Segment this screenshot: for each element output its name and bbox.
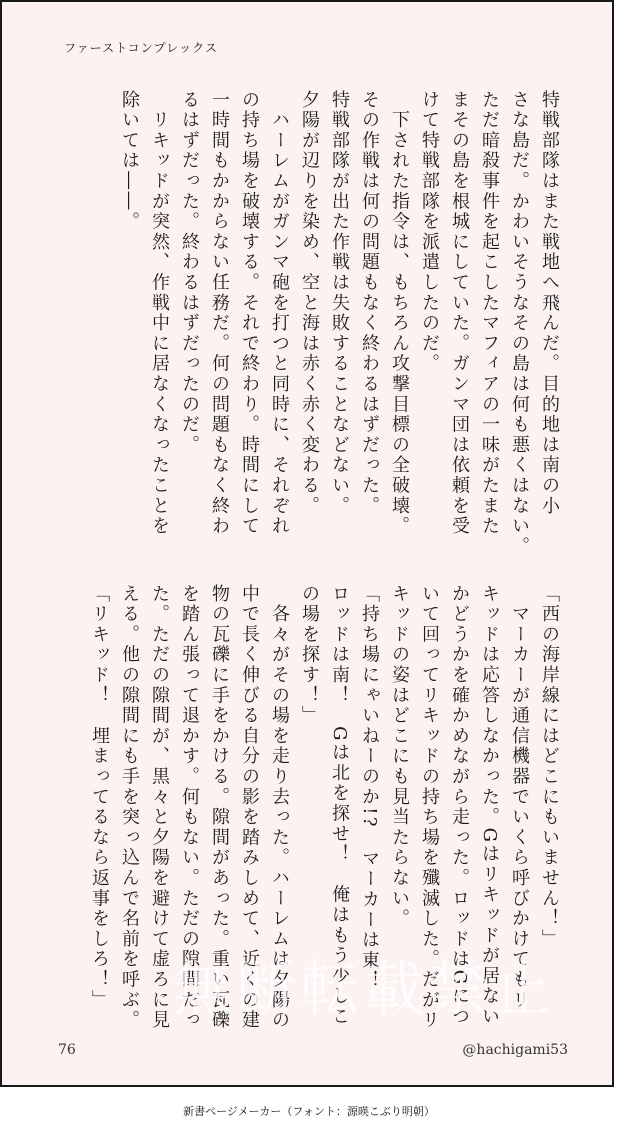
text-column: いて回ってリキッドの持ち場を殲滅した。だがリ	[419, 584, 440, 1031]
text-column: ハーレムがガンマ砲を打つと同時に、それぞれ	[269, 90, 290, 537]
text-column: 各々がその場を走り去った。ハーレムは夕陽の	[269, 584, 290, 1031]
text-column: ロッドは南！ Gは北を探せ！ 俺はもう少しこ	[329, 584, 350, 1027]
text-column: 中で長く伸びる自分の影を踏みしめて、近くの建	[239, 584, 260, 1031]
generator-credit: 新書ページメーカー（フォント：源暎こぶり明朝）	[183, 1105, 435, 1118]
text-column: かどうかを確かめながら走った。ロッドはGにつ	[449, 584, 470, 1027]
page-header-title: ファーストコンプレックス	[64, 41, 218, 55]
text-column: るはずだった。終わるはずだったのだ。	[179, 90, 200, 456]
text-column: まその島を根城にしていた。ガンマ団は依頼を受	[449, 90, 470, 537]
text-column: キッドは応答しなかった。Gはリキッドが居ない	[479, 584, 500, 1027]
text-column: キッドの姿はどこにも見当たらない。	[389, 584, 410, 930]
text-column: 一時間もかからない任務だ。何の問題もなく終わ	[209, 90, 230, 537]
text-column: 「リキッド！ 埋まってるなら返事をしろ！」	[89, 584, 110, 1011]
text-column: その作戦は何の問題もなく終わるはずだった。	[359, 90, 380, 517]
text-column: マーカーが通信機器でいくら呼びかけてもリ	[509, 584, 530, 1011]
text-column: ただ暗殺事件を起こしたマフィアの一味がたまた	[479, 90, 500, 537]
text-column: の場を探す！」	[299, 584, 320, 727]
text-column: 下された指令は、もちろん攻撃目標の全破壊。	[389, 90, 410, 537]
text-column: さな島だ。かわいそうなその島は何も悪くはない。	[509, 90, 530, 557]
text-column: 物の瓦礫に手をかける。隙間があった。重い瓦礫	[209, 584, 230, 1031]
page-number: 76	[58, 1042, 76, 1058]
text-column: を踏ん張って退かす。何もない。ただの隙間だっ	[179, 584, 200, 1031]
text-column: える。他の隙間にも手を突っ込んで名前を呼ぶ。	[119, 584, 140, 1031]
text-column: 「持ち場にゃいねーのか!? マーカーは東！	[359, 584, 380, 992]
text-column: た。ただの隙間が、黒々と夕陽を避けて虚ろに見	[149, 584, 170, 1031]
text-column: 特戦部隊はまた戦地へ飛んだ。目的地は南の小	[539, 90, 560, 517]
text-column: 夕陽が辺りを染め、空と海は赤く赤く変わる。	[299, 90, 320, 517]
text-column: の持ち場を破壊する。それで終わり。時間にして	[239, 90, 260, 537]
text-column: リキッドが突然、作戦中に居なくなったことを	[149, 90, 170, 537]
text-column: 「西の海岸線にはどこにもいません！」	[539, 584, 560, 950]
text-column: 除いては――。	[119, 90, 140, 233]
watermark: 無断転載禁止	[172, 955, 556, 1025]
author-handle: @hachigami53	[462, 1042, 568, 1058]
text-column: 特戦部隊が出た作戦は失敗することなどない。	[329, 90, 350, 517]
text-column: けて特戦部隊を派遣したのだ。	[419, 90, 440, 375]
